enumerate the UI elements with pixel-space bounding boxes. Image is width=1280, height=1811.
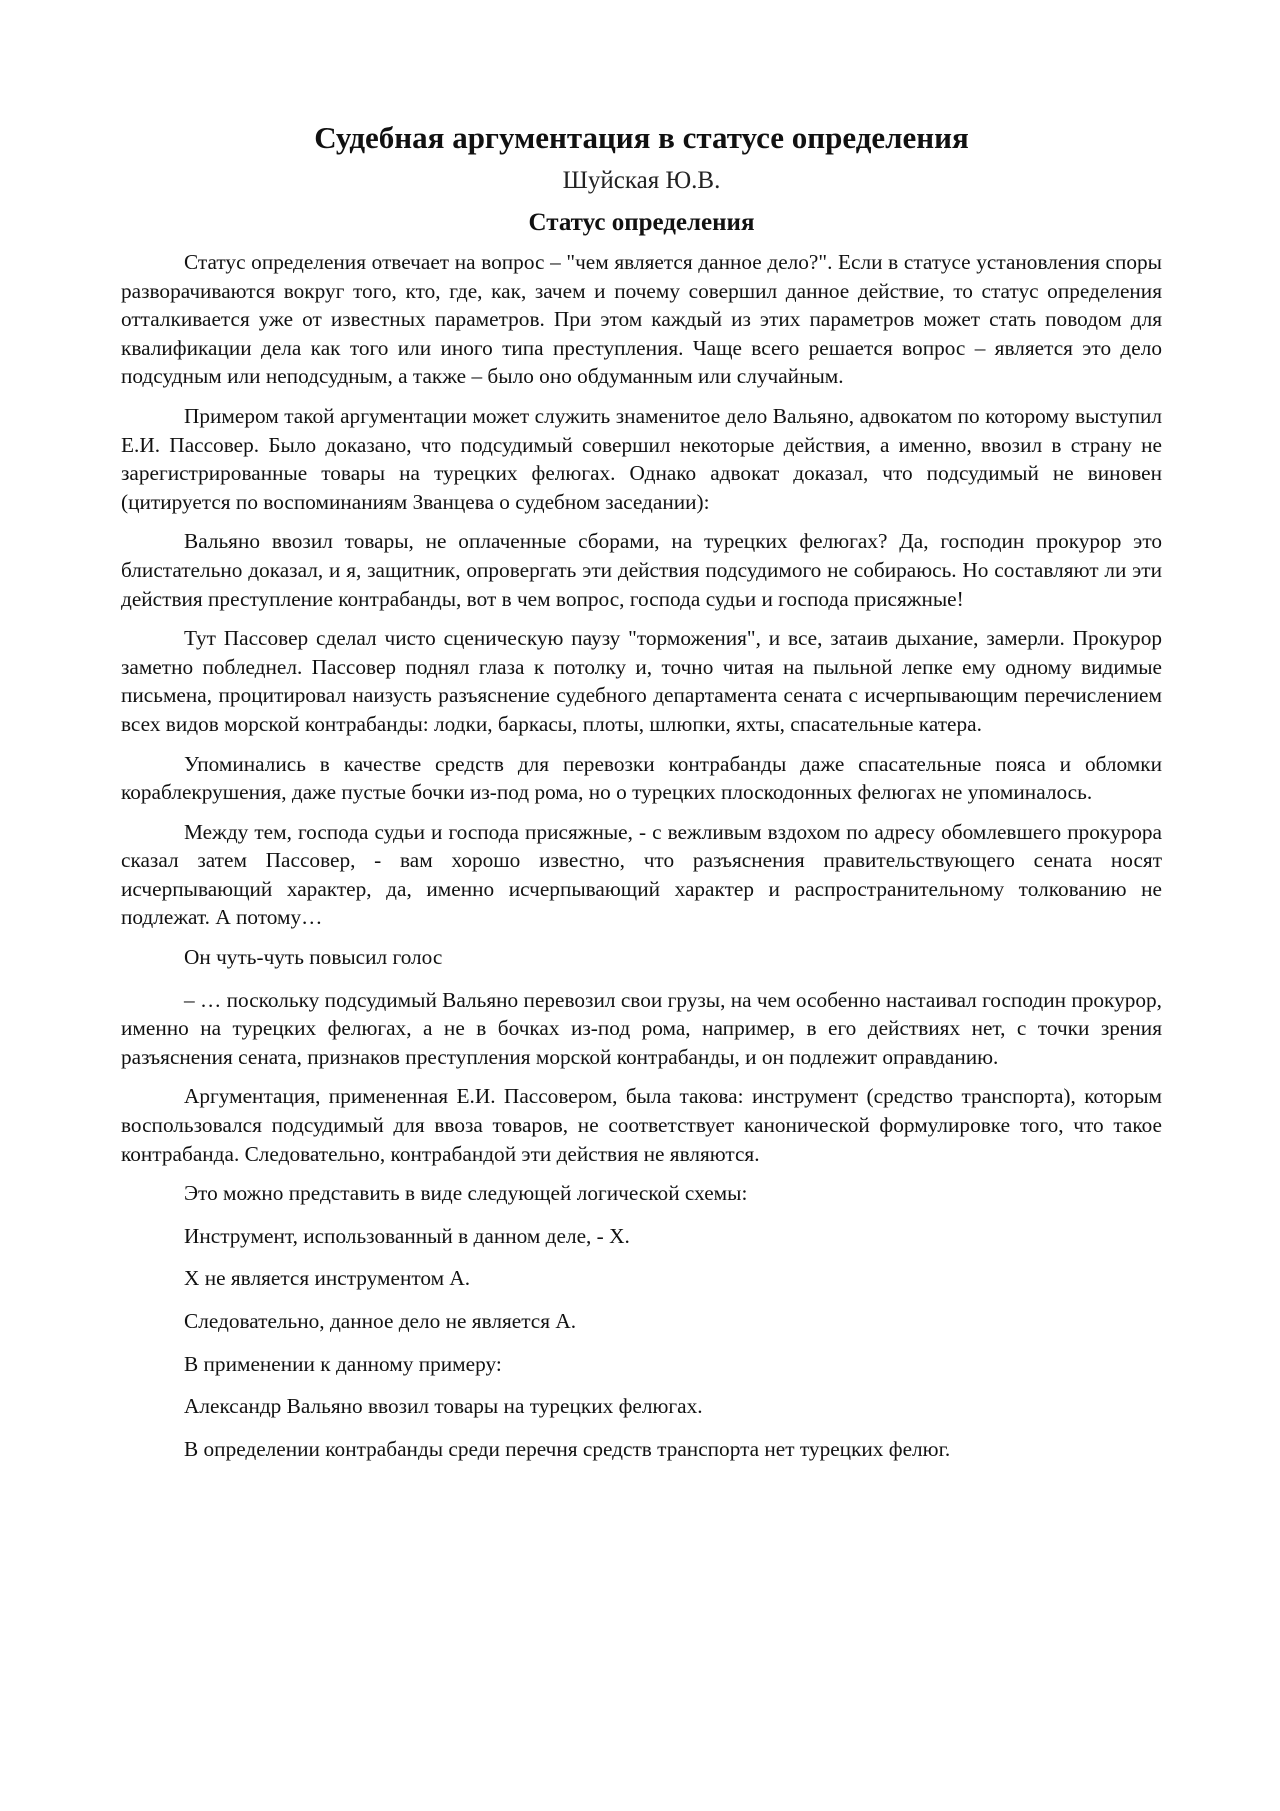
quote-paragraph: – … поскольку подсудимый Вальяно перевозил свои грузы, на чем особенно настаивал господин прокурор, именно на турецких фелюгах, а не в бочках из-под рома, например, в его действиях нет, с точки зрения разъяснения сената, признаков преступления морской контрабанды, и он подлежит оправданию. [121,987,1162,1069]
paragraph: Аргументация, примененная Е.И. Пассовером, была такова: инструмент (средство транспорта), которым воспользовался подсудимый для ввоза товаров, не соответствует канонической формулировке того, что такое контрабанда. Следовательно, контрабандой эти действия не являются. [121,1084,1162,1166]
schema-line: В применении к данному примеру: [184,1351,502,1376]
paragraph: Примером такой аргументации может служить знаменитое дело Вальяно, адвокатом по которому выступил Е.И. Пассовер. Было доказано, что подсудимый совершил некоторые действия, а именно, ввозил в страну не зарегистрированные товары на турецких фелюгах. Однако адвокат доказал, что подсудимый не виновен (цитируется по воспоминаниям Званцева о судебном заседании): [121,403,1162,514]
paragraph: Статус определения отвечает на вопрос – "чем является данное дело?". Если в статусе установления споры разворачиваются вокруг того, кто, где, как, зачем и почему совершил данное действие, то статус определения отталкивается уже от известных параметров. При этом каждый из этих параметров может стать поводом для квалификации дела как того или иного типа преступления. Чаще всего решается вопрос – является это дело подсудным или неподсудным, а также – было оно обдуманным или случайным. [121,250,1162,389]
schema-line: Александр Вальяно ввозил товары на турецких фелюгах. [184,1394,703,1419]
schema-line: В определении контрабанды среди перечня средств транспорта нет турецких фелюг. [184,1436,951,1461]
document-body [121,118,1162,1477]
quote-paragraph: Он чуть-чуть повысил голос [184,945,443,970]
quote-paragraph: Тут Пассовер сделал чисто сценическую паузу "торможения", и все, затаив дыхание, замерли. Прокурор заметно побледнел. Пассовер поднял глаза к потолку и, точно читая на пыльной лепке ему одному видимые письмена, процитировал наизусть разъяснение судебного департамента сената с исчерпывающим перечислением всех видов морской контрабанды: лодки, баркасы, плоты, шлюпки, яхты, спасательные катера. [121,626,1162,736]
schema-line: Следовательно, данное дело не является А. [184,1309,577,1333]
quote-paragraph: Упоминались в качестве средств для перевозки контрабанды даже спасательные пояса и обломки кораблекрушения, даже пустые бочки из-под рома, но о турецких плоскодонных фелюгах не упоминалось. [121,751,1162,805]
schema-line: Инструмент, использованный в данном деле, - X. [184,1223,630,1248]
section-title: Статус определения [528,209,755,236]
quote-paragraph: Между тем, господа судьи и господа присяжные, - с вежливым вздохом по адресу обомлевшего прокурора сказал затем Пассовер, - вам хорошо известно, что разъяснения правительствующего сената носят исчерпывающий характер, да, именно исчерпывающий характер и распространительному толкованию не подлежат. А потому… [121,819,1162,930]
schema-line: X не является инструментом А. [184,1266,471,1291]
document-title: Судебная аргументация в статусе определения [314,120,969,155]
document-author: Шуйская Ю.В. [562,167,721,194]
quote-paragraph: Вальяно ввозил товары, не оплаченные сборами, на турецких фелюгах? Да, господин прокурор это блистательно доказал, и я, защитник, опровергать эти действия подсудимого не собираюсь. Но составляют ли эти действия преступление контрабанды, вот в чем вопрос, господа судьи и господа присяжные! [121,529,1162,611]
schema-intro: Это можно представить в виде следующей логической схемы: [184,1181,748,1206]
